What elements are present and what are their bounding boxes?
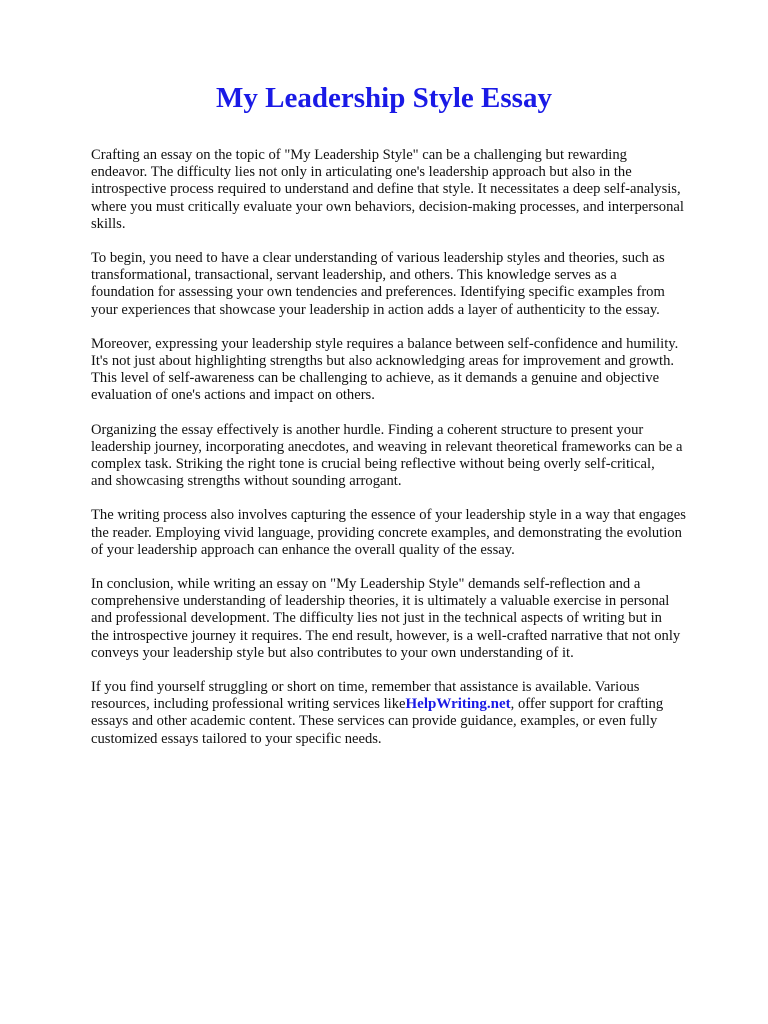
paragraph-line: leadership journey, incorporating anecdotes, and weaving in relevant theoretical frameworks can be a: [91, 438, 683, 455]
paragraph-list: [91, 147, 731, 662]
line-text: resources, including professional writing services like: [91, 696, 406, 713]
paragraph-line: your experiences that showcase your leadership in action adds a layer of authenticity to the essay.: [91, 301, 660, 318]
line-text: , offer support for crafting: [510, 696, 664, 713]
paragraph-1: [91, 147, 731, 233]
paragraph-line: Organizing the essay effectively is another hurdle. Finding a coherent structure to present your: [91, 421, 644, 438]
paragraph-2: [91, 250, 731, 319]
paragraph-line: Crafting an essay on the topic of "My Leadership Style" can be a challenging but rewarding: [91, 147, 627, 163]
paragraph-line: essays and other academic content. These services can provide guidance, examples, or even fully: [91, 713, 658, 730]
paragraph-line: To begin, you need to have a clear understanding of various leadership styles and theories, such as: [91, 250, 665, 267]
paragraph-line: In conclusion, while writing an essay on "My Leadership Style" demands self-reflection and a: [91, 576, 641, 593]
paragraph-line: foundation for assessing your own tendencies and preferences. Identifying specific examples from: [91, 284, 665, 301]
paragraph-line: The writing process also involves capturing the essence of your leadership style in a way that engages: [91, 507, 686, 524]
paragraph-6: [91, 576, 731, 662]
paragraph-line: and professional development. The difficulty lies not just in the technical aspects of writing but in: [91, 610, 662, 627]
paragraph-line: where you must critically evaluate your own behaviors, decision-making processes, and interpersonal: [91, 198, 684, 215]
paragraph-line: customized essays tailored to your specific needs.: [91, 730, 382, 747]
paragraph-line: complex task. Striking the right tone is crucial being reflective without being overly self-critical,: [91, 456, 655, 473]
paragraph-line: comprehensive understanding of leadership theories, it is ultimately a valuable exercise in personal: [91, 593, 670, 610]
helpwriting-link[interactable]: HelpWriting.net: [405, 696, 511, 713]
paragraph-line: It's not just about highlighting strengths but also acknowledging areas for improvement and growth.: [91, 353, 675, 370]
paragraph-line: the introspective journey it requires. The end result, however, is a well-crafted narrative that not only: [91, 627, 681, 644]
essay-body: [91, 147, 731, 765]
paragraph-line: endeavor. The difficulty lies not only in articulating one's leadership approach but also in the: [91, 164, 632, 181]
paragraph-line: the reader. Employing vivid language, providing concrete examples, and demonstrating the evolution: [91, 524, 682, 541]
paragraph-line: This level of self-awareness can be challenging to achieve, as it demands a genuine and objective: [91, 370, 660, 387]
paragraph-line: If you find yourself struggling or short on time, remember that assistance is available. Various: [91, 679, 640, 696]
paragraph-3: [91, 336, 731, 405]
paragraph-line: of your leadership approach can enhance the overall quality of the essay.: [91, 541, 515, 558]
paragraph-line: skills.: [91, 215, 126, 232]
paragraph-line: conveys your leadership style but also contributes to your own understanding of it.: [91, 644, 574, 661]
paragraph-line: introspective process required to understand and define that style. It necessitates a deep self-analysis,: [91, 181, 681, 198]
paragraph-line: Moreover, expressing your leadership style requires a balance between self-confidence and humility.: [91, 335, 679, 352]
paragraph-5: [91, 507, 731, 559]
paragraph-4: [91, 422, 731, 491]
page-title: My Leadership Style Essay: [216, 82, 552, 114]
paragraph-line: [91, 696, 731, 713]
paragraph-line: and showcasing strengths without sounding arrogant.: [91, 473, 402, 490]
paragraph-line: evaluation of one's actions and impact on others.: [91, 387, 375, 404]
paragraph-closing: [91, 679, 731, 748]
paragraph-line: transformational, transactional, servant leadership, and others. This knowledge serves as a: [91, 267, 617, 284]
